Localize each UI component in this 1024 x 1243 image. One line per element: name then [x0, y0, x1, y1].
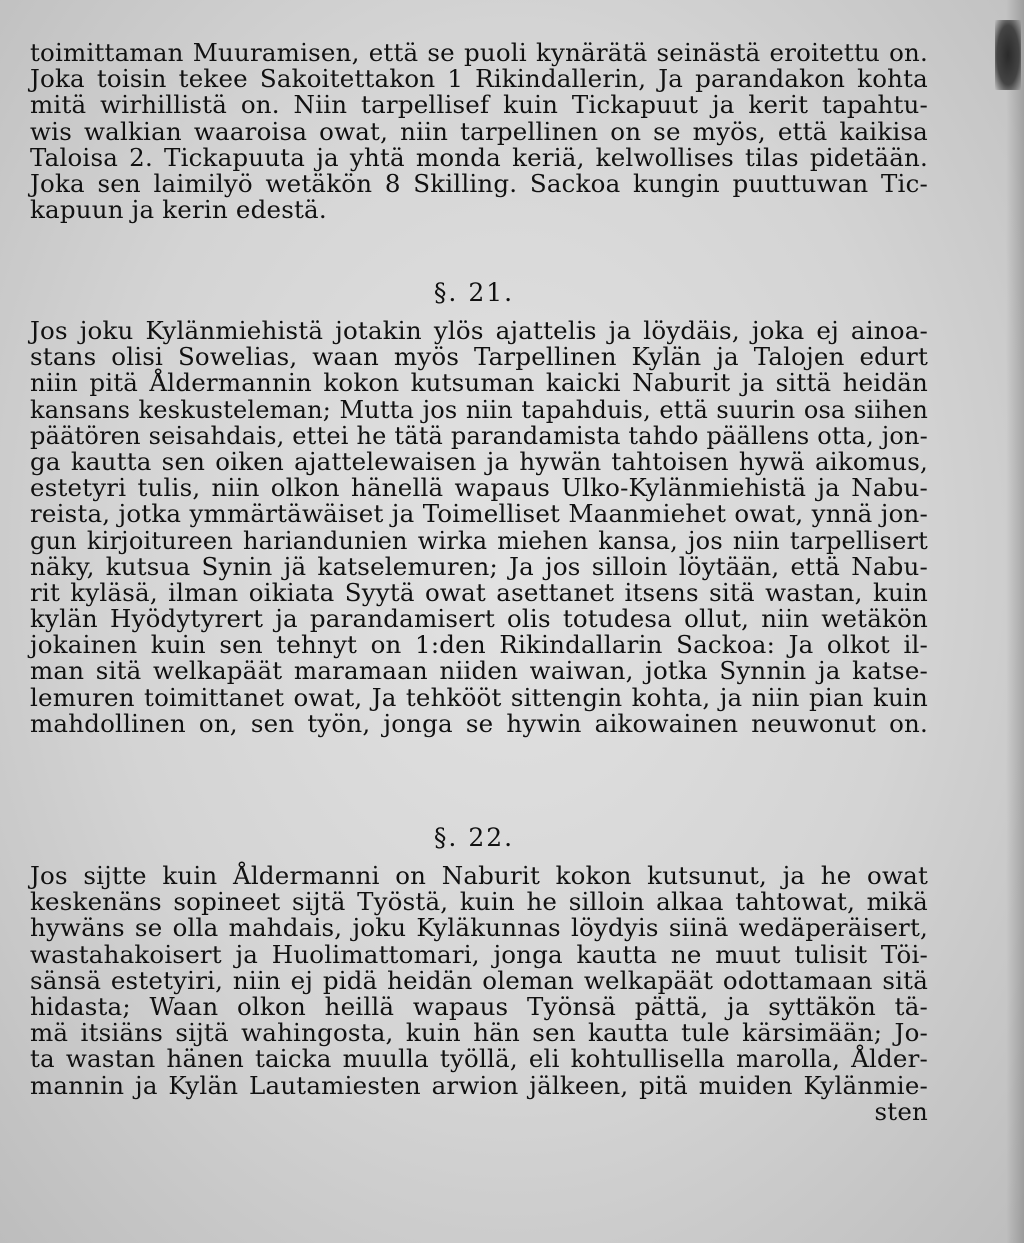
- text-line: jokainen kuin sen tehnyt on 1:den Rikindallarin Sackoa: Ja olkot il-: [30, 630, 928, 660]
- text-line: sänsä estetyiri, niin ej pidä heidän oleman welkapäät odottamaan sitä: [30, 965, 928, 995]
- text-line: wastahakoisert ja Huolimattomari, jonga kautta ne muut tulisit Töi-: [30, 939, 928, 969]
- text-line: kylän Hyödytyrert ja parandamisert olis totudesa ollut, niin wetäkön: [30, 604, 928, 634]
- text-line: hidasta; Waan olkon heillä wapaus Työnsä pättä, ja syttäkön tä-: [30, 991, 928, 1021]
- section-22-paragraph: [30, 863, 928, 1125]
- text-line: ga kautta sen oiken ajattelewaisen ja hywän tahtoisen hywä aikomus,: [30, 446, 928, 476]
- text-line: Jos joku Kylänmiehistä jotakin ylös ajattelis ja löydäis, joka ej ainoa-: [30, 316, 928, 345]
- text-line: mahdollinen on, sen työn, jonga se hywin aikowainen neuwonut on.: [30, 708, 928, 738]
- text-line: Joka sen laimilyö wetäkön 8 Skilling. Sackoa kungin puuttuwan Tic-: [30, 168, 928, 198]
- text-line: reista, jotka ymmärtäwäiset ja Toimelliset Maanmiehet owat, ynnä jon-: [30, 499, 928, 529]
- text-line: stans olisi Sowelias, waan myös Tarpellinen Kylän ja Talojen edurt: [30, 342, 928, 372]
- page-edge-shadow: [1006, 0, 1024, 1243]
- text-line: wis walkian waaroisa owat, niin tarpellinen on se myös, että kaikisa: [30, 116, 928, 146]
- text-line: toimittaman Muuramisen, että se puoli kynärätä seinästä eroitettu on.: [30, 38, 928, 67]
- text-line: näky, kutsua Synin jä katselemuren; Ja jos silloin löytään, että Nabu-: [30, 551, 928, 581]
- text-line: kansans keskusteleman; Mutta jos niin tapahduis, että suurin osa siihen: [30, 395, 928, 424]
- text-line: niin pitä Åldermannin kokon kutsuman kaicki Naburit ja sittä heidän: [30, 368, 928, 398]
- text-line: keskenäns sopineet sijtä Työstä, kuin he silloin alkaa tahtowat, mikä: [30, 887, 928, 917]
- text-line: Joka toisin tekee Sakoitettakon 1 Rikindallerin, Ja parandakon kohta: [30, 64, 928, 94]
- text-line: mitä wirhillistä on. Niin tarpellisef kuin Tickapuut ja kerit tapahtu-: [30, 90, 928, 120]
- text-line: päätören seisahdais, ettei he tätä parandamista tahdo päällens otta, jon-: [30, 421, 928, 450]
- text-line: Taloisa 2. Tickapuuta ja yhtä monda keriä, kelwollises tilas pidetään.: [30, 142, 928, 172]
- text-line: rit kyläsä, ilman oikiata Syytä owat asettanet itsens sitä wastan, kuin: [30, 577, 928, 607]
- text-line: gun kirjoitureen hariandunien wirka miehen kansa, jos niin tarpellisert: [30, 526, 928, 555]
- ink-blot: [995, 20, 1021, 90]
- section-21-paragraph: [30, 318, 928, 737]
- section-heading-21: §. 21.: [433, 278, 515, 307]
- catchword: sten: [874, 1096, 928, 1126]
- text-line: lemuren toimittanet owat, Ja tehkööt sittengin kohta, ja niin pian kuin: [30, 682, 928, 712]
- text-line: hywäns se olla mahdais, joku Kyläkunnas löydyis siinä wedäperäisert,: [30, 913, 928, 943]
- section-heading-22: §. 22.: [433, 823, 515, 852]
- text-line: Jos sijtte kuin Åldermanni on Naburit kokon kutsunut, ja he owat: [30, 861, 928, 890]
- text-line: mä itsiäns sijtä wahingosta, kuin hän sen kautta tule kärsimään; Jo-: [30, 1018, 928, 1048]
- text-line: estetyri tulis, niin olkon hänellä wapaus Ulko-Kylänmiehistä ja Nabu-: [30, 473, 928, 503]
- text-line: man sitä welkapäät maramaan niiden waiwan, jotka Synnin ja katse-: [30, 656, 928, 686]
- text-line: ta wastan hänen taicka muulla työllä, eli kohtullisella marolla, Ålder-: [30, 1044, 928, 1074]
- text-line: kapuun ja kerin edestä.: [30, 195, 327, 225]
- text-line: mannin ja Kylän Lautamiesten arwion jälkeen, pitä muiden Kylänmie-: [30, 1070, 928, 1100]
- paragraph-continuation: [30, 40, 928, 223]
